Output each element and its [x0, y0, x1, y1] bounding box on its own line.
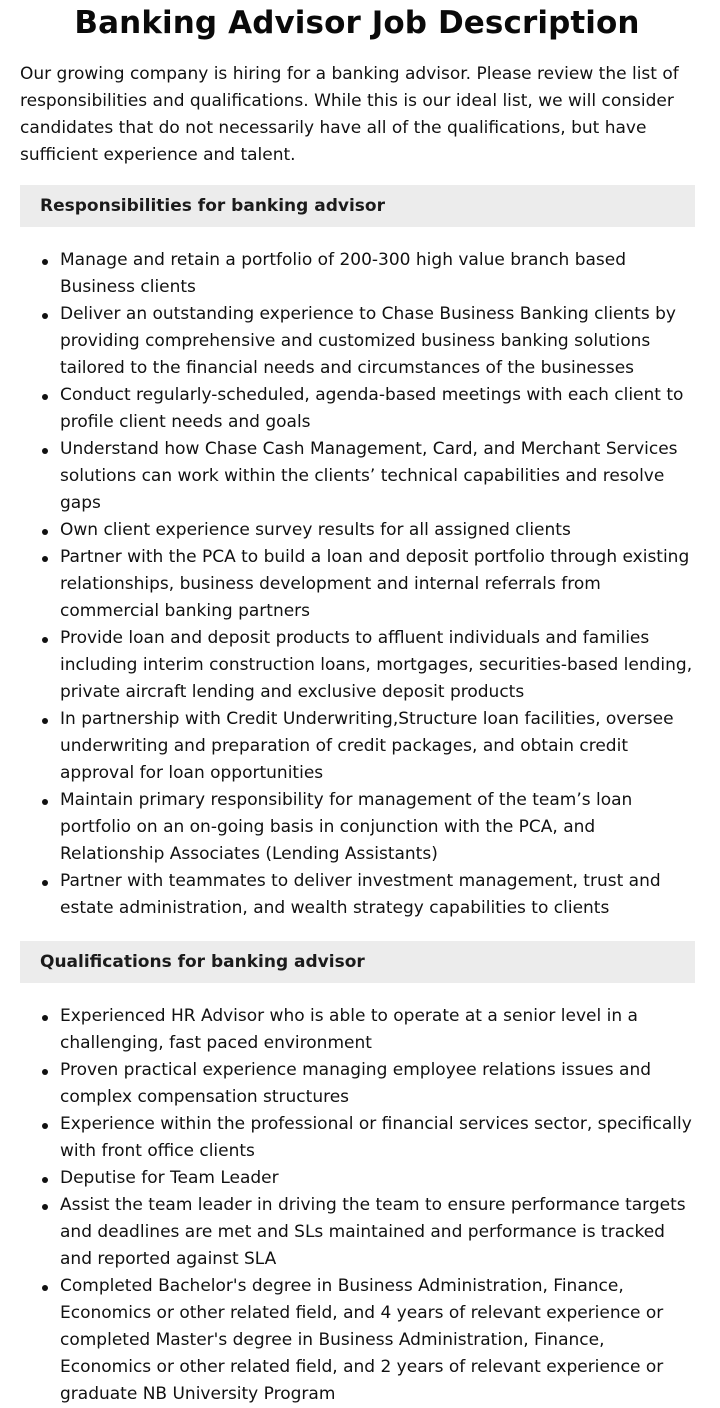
qualifications-list: [20, 1003, 694, 1408]
list-item: In partnership with Credit Underwriting,Structure loan facilities, oversee underwriting and preparation of credit packages, and obtain credit approval for loan opportunities: [60, 706, 694, 787]
list-item: Deliver an outstanding experience to Chase Business Banking clients by providing comprehensive and customized business banking solutions tailored to the financial needs and circumstances of the businesses: [60, 301, 694, 382]
list-item: Own client experience survey results for all assigned clients: [60, 517, 694, 544]
list-item: Partner with teammates to deliver investment management, trust and estate administration, and wealth strategy capabilities to clients: [60, 868, 694, 922]
list-item: Partner with the PCA to build a loan and deposit portfolio through existing relationships, business development and internal referrals from commercial banking partners: [60, 544, 694, 625]
list-item: Provide loan and deposit products to affluent individuals and families including interim construction loans, mortgages, securities-based lending, private aircraft lending and exclusive deposit products: [60, 625, 694, 706]
list-item: Assist the team leader in driving the team to ensure performance targets and deadlines are met and SLs maintained and performance is tracked and reported against SLA: [60, 1192, 694, 1273]
list-item: Maintain primary responsibility for management of the team’s loan portfolio on an on-going basis in conjunction with the PCA, and Relationship Associates (Lending Assistants): [60, 787, 694, 868]
responsibilities-heading: Responsibilities for banking advisor: [20, 185, 695, 227]
list-item: Deputise for Team Leader: [60, 1165, 694, 1192]
page-title: Banking Advisor Job Description: [74, 5, 640, 41]
intro-paragraph: Our growing company is hiring for a banking advisor. Please review the list of responsibilities and qualifications. While this is our ideal list, we will consider candidates that do not necessarily have all of the qualifications, but have sufficient experience and talent.: [20, 64, 679, 165]
list-item: Completed Bachelor's degree in Business Administration, Finance, Economics or other related field, and 4 years of relevant experience or completed Master's degree in Business Administration, Finance, Economics or other related field, and 2 years of relevant experience or graduate NB University Program: [60, 1273, 694, 1408]
responsibilities-list: [20, 247, 694, 922]
list-item: Experienced HR Advisor who is able to operate at a senior level in a challenging, fast paced environment: [60, 1003, 694, 1057]
list-item: Manage and retain a portfolio of 200-300 high value branch based Business clients: [60, 247, 694, 301]
list-item: Conduct regularly-scheduled, agenda-based meetings with each client to profile client needs and goals: [60, 382, 694, 436]
list-item: Understand how Chase Cash Management, Card, and Merchant Services solutions can work within the clients’ technical capabilities and resolve gaps: [60, 436, 694, 517]
qualifications-heading: Qualifications for banking advisor: [20, 941, 695, 983]
list-item: Proven practical experience managing employee relations issues and complex compensation structures: [60, 1057, 694, 1111]
list-item: Experience within the professional or financial services sector, specifically with front office clients: [60, 1111, 694, 1165]
